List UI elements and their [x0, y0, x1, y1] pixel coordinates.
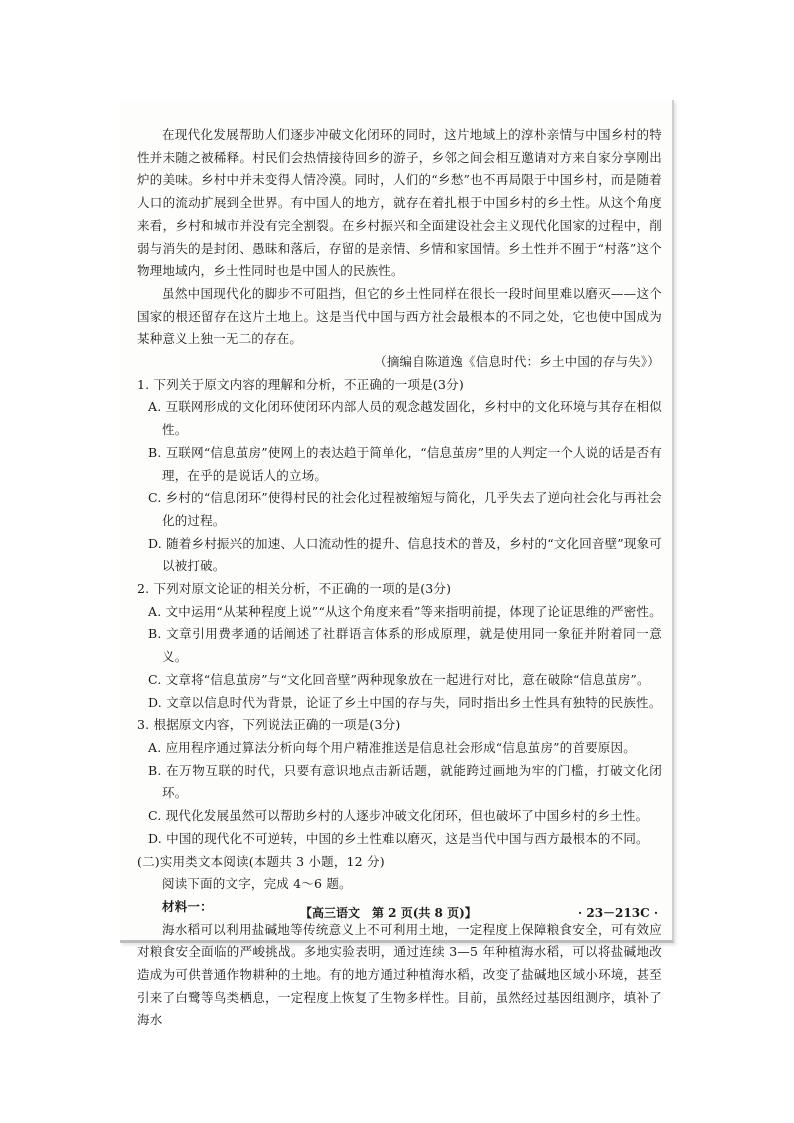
material-paragraph: 海水稻可以利用盐碱地等传统意义上不可利用土地，一定程度上保障粮食安全，可有效应对粮食安全面临的严峻挑战。多地实验表明，通过连续 3—5 年种植海水稻，可以将盐碱地改造成为可供普通作物耕种的土地。有的地方通过种植海水稻，改变了盐碱地区域小环境，甚至引来了白鹭等鸟类栖息，一定程度上恢复了生物多样性。目前，虽然经过基因组测序，填补了海水 [137, 921, 662, 1028]
question-1 [137, 374, 662, 578]
material-label: 材料一： [162, 898, 213, 914]
option-a: A. 文中运用“从某种程度上说”“从这个角度来看”等来指明前提，体现了论证思维的严密性。 [148, 603, 662, 619]
option-b: B. 在万物互联的时代，只要有意识地点击新话题，就能跨过画地为牢的门槛，打破文化闭环。 [148, 762, 662, 801]
section-heading: (二)实用类文本阅读(本题共 3 小题，12 分) [137, 853, 385, 869]
option-a: A. 应用程序通过算法分析向每个用户精准推送是信息社会形成“信息茧房”的首要原因。 [148, 739, 636, 755]
option-c: C. 现代化发展虽然可以帮助乡村的人逐步冲破文化闭环，但也破坏了中国乡村的乡土性。 [148, 808, 649, 824]
question-stem: 3. 根据原文内容，下列说法正确的一项是(3分) [137, 717, 401, 733]
option-d: D. 文章以信息时代为背景，论证了乡土中国的存与失，同时指出乡土性具有独特的民族性。 [148, 694, 662, 710]
page-footer [120, 904, 672, 926]
question-stem: 1. 下列关于原文内容的理解和分析，不正确的一项是(3分) [137, 376, 464, 392]
page-content [137, 124, 662, 1032]
option-c: C. 乡村的“信息闭环”使得村民的社会化过程被缩短与简化，几乎失去了逆向社会化与再社会化的过程。 [148, 490, 662, 528]
exam-code: · 23－213C · [577, 906, 658, 920]
passage-source: （摘编自陈道逸《信息时代：乡土中国的存与失》） [374, 354, 660, 370]
option-b: B. 互联网“信息茧房”使网上的表达趋于简单化，“信息茧房”里的人判定一个人说的话是否有理，在乎的是说话人的立场。 [148, 444, 662, 483]
question-stem: 2. 下列对原文论证的相关分析，不正确的一项的是(3分) [137, 581, 452, 597]
passage-paragraph-2: 虽然中国现代化的脚步不可阻挡，但它的乡土性同样在很长一段时间里难以磨灭——这个国家的根还留存在这片土地上。这是当代中国与西方社会最根本的不同之处，它也使中国成为某种意义上独一无二的存在。 [137, 285, 662, 347]
option-d: D. 中国的现代化不可逆转，中国的乡土性难以磨灭，这是当代中国与西方最根本的不同。 [148, 830, 649, 846]
option-d: D. 随着乡村振兴的加速、人口流动性的提升、信息技术的普及，乡村的“文化回音壁”现象可以被打破。 [148, 535, 662, 574]
exam-page [120, 100, 674, 1028]
question-3 [137, 714, 662, 850]
option-b: B. 文章引用费孝通的话阐述了社群语言体系的形成原理，就是使用同一象征并附着同一意义。 [148, 626, 662, 665]
section-instruction: 阅读下面的文字，完成 4～6 题。 [162, 876, 352, 892]
page-number-label: 【高三语文 第 2 页(共 8 页)】 [300, 906, 477, 920]
option-c: C. 文章将“信息茧房”与“文化回音壁”两种现象放在一起进行对比，意在破除“信息茧房”。 [148, 671, 650, 687]
passage-paragraph-1: 在现代化发展帮助人们逐步冲破文化闭环的同时，这片地域上的淳朴亲情与中国乡村的特性并未随之被稀释。村民们会热情接待回乡的游子，乡邻之间会相互邀请对方来自家分享刚出炉的美味。乡村中并未变得人情冷漠。同时，人们的“乡愁”也不再局限于中国乡村，而是随着人口的流动扩展到全世界。有中国人的地方，就存在着扎根于中国乡村的乡土性。从这个角度来看，乡村和城市并没有完全割裂。在乡村振兴和全面建设社会主义现代化国家的过程中，削弱与消失的是封闭、愚昧和落后，存留的是亲情、乡情和家国情。乡土性并不囿于“村落”这个物理地域内，乡土性同时也是中国人的民族性。 [137, 127, 662, 279]
question-2 [137, 578, 662, 714]
option-a: A. 互联网形成的文化闭环使闭环内部人员的观念越发固化，乡村中的文化环境与其存在相似性。 [148, 399, 662, 438]
